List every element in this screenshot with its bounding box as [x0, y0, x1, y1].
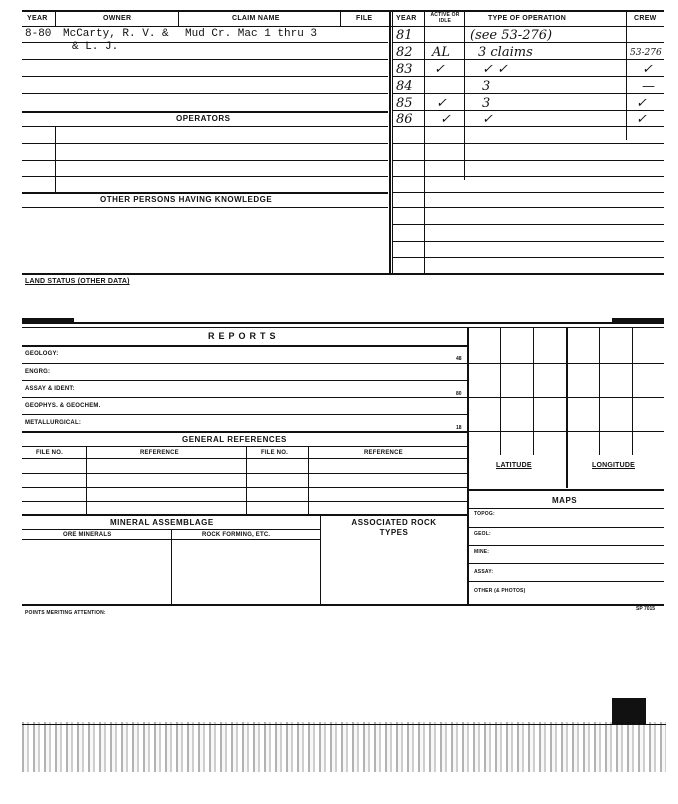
- op-type-4: 3: [482, 79, 491, 94]
- entry-owner-line2: & L. J.: [72, 41, 119, 53]
- op-type-2: 3 claims: [478, 45, 533, 60]
- header-claim-name: CLAIM NAME: [232, 15, 280, 22]
- op-crew-2: 53-276: [630, 48, 662, 58]
- op-active-3: ✓: [434, 62, 445, 77]
- gr-header-file-no-1: FILE NO.: [36, 450, 63, 456]
- op-active-2: AL: [432, 45, 451, 60]
- ore-minerals-label: ORE MINERALS: [63, 532, 112, 538]
- op-crew-3: ✓: [642, 62, 653, 77]
- gr-header-reference-1: REFERENCE: [140, 450, 179, 456]
- maps-assay: ASSAY:: [474, 569, 494, 575]
- gr-header-reference-2: REFERENCE: [364, 450, 403, 456]
- maps-title: MAPS: [552, 496, 578, 505]
- op-year-4: 84: [396, 79, 413, 94]
- other-persons-label: OTHER PERSONS HAVING KNOWLEDGE: [100, 195, 273, 204]
- entry-owner-line1: McCarty, R. V. &: [63, 28, 169, 40]
- gr-header-file-no-2: FILE NO.: [261, 450, 288, 456]
- report-geology-num: 48: [456, 356, 462, 362]
- operators-label: OPERATORS: [176, 114, 231, 123]
- report-metallurgical-num: 18: [456, 425, 462, 431]
- op-active-6: ✓: [440, 112, 451, 127]
- rock-forming-label: ROCK FORMING, ETC.: [202, 532, 271, 538]
- op-year-1: 81: [396, 28, 413, 43]
- op-type-3: ✓ ✓: [482, 62, 508, 77]
- op-type-6: ✓: [482, 112, 493, 127]
- header-crew: CREW: [634, 15, 657, 22]
- maps-other: OTHER (& PHOTOS): [474, 588, 526, 594]
- header-type-of-operation: TYPE OF OPERATION: [488, 15, 567, 22]
- header-year-2: YEAR: [396, 15, 417, 22]
- op-crew-6: ✓: [636, 112, 647, 127]
- header-owner: OWNER: [103, 15, 132, 22]
- report-engrg: ENGRG:: [25, 369, 51, 375]
- op-year-3: 83: [396, 62, 413, 77]
- op-crew-4: —: [642, 79, 655, 94]
- op-crew-5: ✓: [636, 96, 647, 111]
- associated-rock-types-label: ASSOCIATED ROCK TYPES: [351, 518, 437, 537]
- points-meriting-attention: POINTS MERITING ATTENTION:: [25, 610, 106, 616]
- maps-topog: TOPOG:: [474, 511, 495, 517]
- op-year-6: 86: [396, 112, 413, 127]
- report-geology: GEOLOGY:: [25, 351, 59, 357]
- scan-noise-band: [22, 722, 666, 772]
- report-geophys: GEOPHYS. & GEOCHEM.: [25, 403, 101, 409]
- report-assay-num: 80: [456, 391, 462, 397]
- latitude-label: LATITUDE: [496, 462, 532, 469]
- op-year-5: 85: [396, 96, 413, 111]
- header-file: FILE: [356, 15, 373, 22]
- op-active-5: ✓: [436, 96, 447, 111]
- longitude-label: LONGITUDE: [592, 462, 636, 469]
- maps-mine: MINE:: [474, 549, 490, 555]
- entry-claim-name: Mud Cr. Mac 1 thru 3: [185, 28, 318, 40]
- header-active-idle: ACTIVE OR IDLE: [430, 12, 460, 24]
- reports-title: REPORTS: [208, 331, 280, 341]
- form-number: SP 7015: [636, 606, 656, 612]
- mineral-assemblage-title: MINERAL ASSEMBLAGE: [110, 518, 214, 527]
- scan-artifact-block: [612, 698, 646, 724]
- report-assay: ASSAY & IDENT:: [25, 386, 75, 392]
- maps-geol: GEOL:: [474, 531, 491, 537]
- op-year-2: 82: [396, 45, 413, 60]
- header-year: YEAR: [27, 15, 48, 22]
- entry-year: 8-80: [25, 28, 52, 40]
- report-metallurgical: METALLURGICAL:: [25, 420, 82, 426]
- general-references-title: GENERAL REFERENCES: [182, 435, 287, 444]
- land-status-label: LAND STATUS (OTHER DATA): [25, 278, 130, 285]
- op-type-5: 3: [482, 96, 491, 111]
- op-type-1: (see 53-276): [470, 28, 553, 43]
